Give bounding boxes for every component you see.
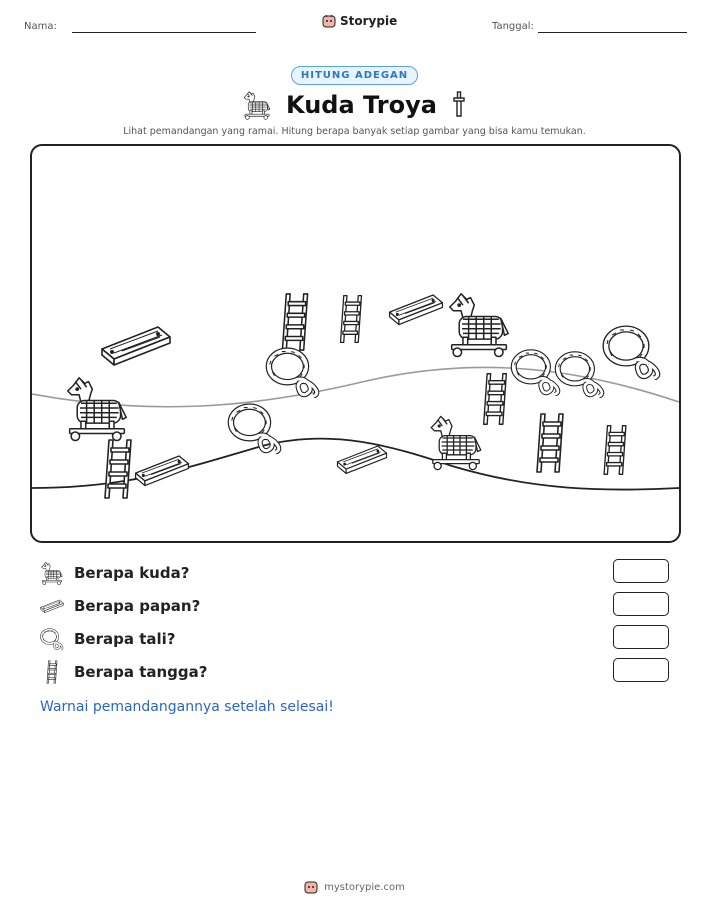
horse xyxy=(68,378,126,441)
rope-icon xyxy=(40,627,64,651)
activity-badge: HITUNG ADEGAN xyxy=(291,66,418,85)
footer xyxy=(0,880,709,894)
footer-url[interactable]: mystorypie.com xyxy=(324,881,405,893)
ladder xyxy=(341,296,362,343)
ladder xyxy=(537,414,563,472)
answer-box[interactable] xyxy=(613,559,669,583)
question-row xyxy=(40,594,200,618)
storypie-logo-icon xyxy=(322,14,336,28)
storypie-logo-icon xyxy=(304,880,318,894)
ladder xyxy=(282,294,307,350)
answer-box[interactable] xyxy=(613,625,669,649)
name-label: Nama: xyxy=(24,21,57,32)
rope xyxy=(514,352,558,394)
scene-planks xyxy=(102,295,442,486)
plank xyxy=(136,456,189,486)
rope xyxy=(269,351,317,397)
plank xyxy=(102,327,170,365)
trojan-horse-icon xyxy=(40,561,64,585)
sword-icon xyxy=(451,90,467,120)
ladder xyxy=(484,374,507,425)
trojan-horse-icon xyxy=(242,90,272,120)
question-text: Berapa papan? xyxy=(74,597,201,615)
plank-icon xyxy=(40,594,64,618)
scene-frame xyxy=(30,144,681,543)
date-label: Tanggal: xyxy=(492,21,534,32)
plank xyxy=(337,446,386,473)
brand-logo xyxy=(322,14,397,28)
question-row xyxy=(40,627,175,651)
horse xyxy=(431,416,481,469)
date-field[interactable] xyxy=(538,32,687,33)
ladder-icon xyxy=(40,660,64,684)
ladder xyxy=(105,440,131,498)
rope xyxy=(558,354,602,396)
question-text: Berapa tangga? xyxy=(74,663,208,681)
rope xyxy=(231,407,279,453)
horse xyxy=(450,294,508,357)
scene-illustration xyxy=(32,146,679,541)
question-text: Berapa tali? xyxy=(74,630,176,648)
ladder xyxy=(604,426,626,475)
rope xyxy=(606,329,658,378)
page-title: Kuda Troya xyxy=(286,91,437,119)
brand-name: Storypie xyxy=(340,14,398,28)
answer-box[interactable] xyxy=(613,658,669,682)
coloring-note: Warnai pemandangannya setelah selesai! xyxy=(40,699,334,715)
background-hill xyxy=(32,367,679,406)
title-row xyxy=(0,90,709,120)
question-row xyxy=(40,660,207,684)
question-text: Berapa kuda? xyxy=(74,564,190,582)
instructions: Lihat pemandangan yang ramai. Hitung berapa banyak setiap gambar yang bisa kamu temukan. xyxy=(123,126,586,137)
name-field[interactable] xyxy=(72,32,256,33)
plank xyxy=(390,295,443,325)
question-row xyxy=(40,561,189,585)
answer-box[interactable] xyxy=(613,592,669,616)
